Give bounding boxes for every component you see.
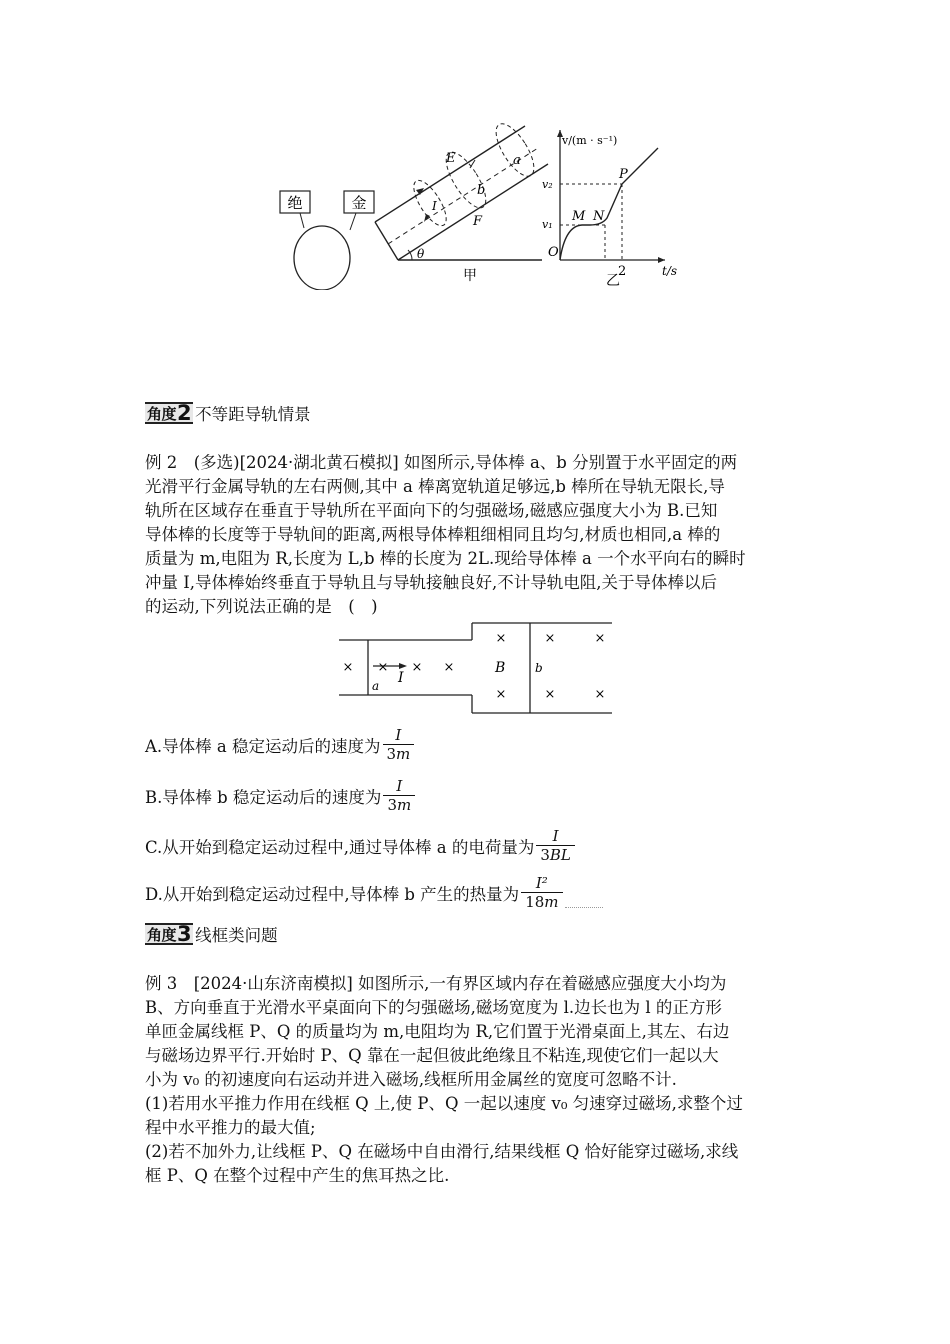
figure-rails-and-velocity-graph	[270, 118, 690, 290]
field-B-label: B	[495, 660, 506, 676]
field-cross: ×	[495, 687, 507, 702]
fraction-numerator: I²	[535, 874, 548, 892]
fraction-den-var: BL	[549, 846, 571, 864]
fraction-den-var: m	[544, 893, 559, 911]
fraction-den-var: m	[396, 796, 412, 814]
fraction-den-number: 3	[540, 846, 550, 864]
option-text: A.导体棒 a 稳定运动后的速度为	[145, 736, 381, 756]
option-text: D.从开始到稳定运动过程中,导体棒 b 产生的热量为	[145, 884, 520, 904]
field-cross: ×	[443, 660, 455, 675]
example-3-line: 小为 v₀ 的初速度向右运动并进入磁场,线框所用金属丝的宽度可忽略不计.	[145, 1070, 677, 1089]
figure-unequal-rails	[335, 620, 615, 720]
caption-yi: 乙	[606, 273, 620, 289]
fraction-den-var: m	[396, 745, 411, 763]
example-2-line: 质量为 m,电阻为 R,长度为 L,b 棒的长度为 2L.现给导体棒 a 一个水平向右的瞬时	[145, 549, 746, 568]
dotted-rule	[565, 877, 603, 908]
wire-loop	[294, 226, 350, 290]
example-2-line: 的运动,下列说法正确的是 ( )	[145, 597, 378, 616]
graph-v1: v₁	[542, 218, 553, 231]
option-a[interactable]	[145, 726, 414, 763]
graph-v2: v₂	[542, 178, 553, 191]
fraction-numerator: I	[395, 726, 402, 744]
option-text: B.导体棒 b 稳定运动后的速度为	[145, 787, 382, 807]
field-cross: ×	[411, 660, 423, 675]
section-3-badge	[145, 923, 193, 945]
example-3-line: 与磁场边界平行.开始时 P、Q 靠在一起但彼此绝缘且不粘连,现使它们一起以大	[145, 1046, 719, 1065]
label-F: F	[473, 214, 483, 229]
coil-a	[489, 118, 541, 182]
example-3-text	[145, 972, 810, 1188]
example-3-line: 单匝金属线框 P、Q 的质量均为 m,电阻均为 R,它们置于光滑桌面上,其左、右边	[145, 1022, 730, 1041]
metal-label: 金	[351, 194, 367, 212]
fraction	[383, 726, 415, 763]
graph-y-axis-label: v/(m · s⁻¹)	[562, 134, 618, 147]
section-2-heading	[145, 401, 311, 425]
example-2-line: 例 2 (多选)[2024·湖北黄石模拟] 如图所示,导体棒 a、b 分别置于水平固定的两	[145, 453, 738, 472]
fraction-den-number: 3	[386, 745, 397, 763]
badge-number: 3	[177, 922, 192, 946]
option-c[interactable]	[145, 827, 575, 864]
coil-I	[408, 176, 453, 231]
fraction-den-number: 3	[387, 796, 397, 814]
section-3-heading	[145, 922, 278, 946]
field-cross: ×	[342, 660, 354, 675]
fraction	[383, 777, 415, 814]
inclined-rails	[375, 126, 548, 260]
section-2-badge	[145, 402, 193, 424]
section-2-title: 不等距导轨情景	[195, 405, 311, 424]
label-I: I	[432, 199, 437, 213]
badge-text: 角度	[147, 404, 177, 423]
fraction-numerator: I	[396, 777, 403, 795]
graph-origin: O	[548, 245, 559, 260]
label-b: b	[477, 183, 486, 198]
example-3-line: 框 P、Q 在整个过程中产生的焦耳热之比.	[145, 1166, 450, 1185]
option-b[interactable]	[145, 777, 415, 814]
graph-x-axis-label: t/s	[662, 264, 678, 278]
graph-point-P: P	[619, 167, 628, 182]
example-3-line: B、方向垂直于光滑水平桌面向下的匀强磁场,磁场宽度为 l.边长也为 l 的正方形	[145, 998, 722, 1017]
fraction	[536, 827, 575, 864]
option-text: C.从开始到稳定运动过程中,通过导体棒 a 的电荷量为	[145, 837, 535, 857]
rod-b-label: b	[535, 661, 543, 675]
rod-a-label: a	[372, 679, 380, 693]
velocity-time-graph	[542, 130, 677, 289]
fraction-numerator: I	[552, 827, 559, 845]
section-3-title: 线框类问题	[195, 926, 278, 945]
caption-jia: 甲	[463, 268, 477, 284]
insulator-label: 绝	[287, 194, 303, 212]
badge-text: 角度	[147, 925, 177, 944]
example-2-line: 导体棒的长度等于导轨间的距离,两根导体棒粗细相同且均匀,材质也相同,a 棒的	[145, 525, 721, 544]
label-E: E	[446, 151, 456, 166]
field-cross: ×	[544, 687, 556, 702]
fraction-den-number: 18	[525, 893, 545, 911]
graph-t-tick: 2	[618, 264, 627, 279]
example-2-line: 冲量 I,导体棒始终垂直于导轨且与导轨接触良好,不计导轨电阻,关于导体棒以后	[145, 573, 717, 592]
example-2-line: 光滑平行金属导轨的左右两侧,其中 a 棒离宽轨道足够远,b 棒所在导轨无限长,导	[145, 477, 725, 496]
example-3-line: (2)若不加外力,让线框 P、Q 在磁场中自由滑行,结果线框 Q 恰好能穿过磁场,求线	[145, 1142, 739, 1161]
graph-point-N: N	[593, 209, 605, 224]
graph-point-M: M	[572, 209, 586, 224]
impulse-label: I	[398, 670, 404, 686]
velocity-curve	[560, 148, 658, 260]
field-cross: ×	[377, 660, 389, 675]
example-3-line: 例 3 [2024·山东济南模拟] 如图所示,一有界区域内存在着磁感应强度大小均为	[145, 974, 727, 993]
label-theta: θ	[417, 247, 425, 261]
field-cross: ×	[495, 631, 507, 646]
example-3-line: 程中水平推力的最大值;	[145, 1118, 316, 1137]
option-d[interactable]	[145, 874, 603, 911]
example-3-line: (1)若用水平推力作用在线框 Q 上,使 P、Q 一起以速度 v₀ 匀速穿过磁场,求整个过	[145, 1094, 743, 1113]
badge-number: 2	[177, 401, 192, 425]
field-crosses	[343, 631, 606, 702]
field-cross: ×	[594, 631, 606, 646]
label-a: a	[513, 153, 521, 168]
field-cross: ×	[594, 687, 606, 702]
example-2-line: 轨所在区域存在垂直于导轨所在平面向下的匀强磁场,磁感应强度大小为 B.已知	[145, 501, 718, 520]
field-cross: ×	[544, 631, 556, 646]
fraction	[521, 874, 562, 911]
example-2-text	[145, 451, 810, 619]
